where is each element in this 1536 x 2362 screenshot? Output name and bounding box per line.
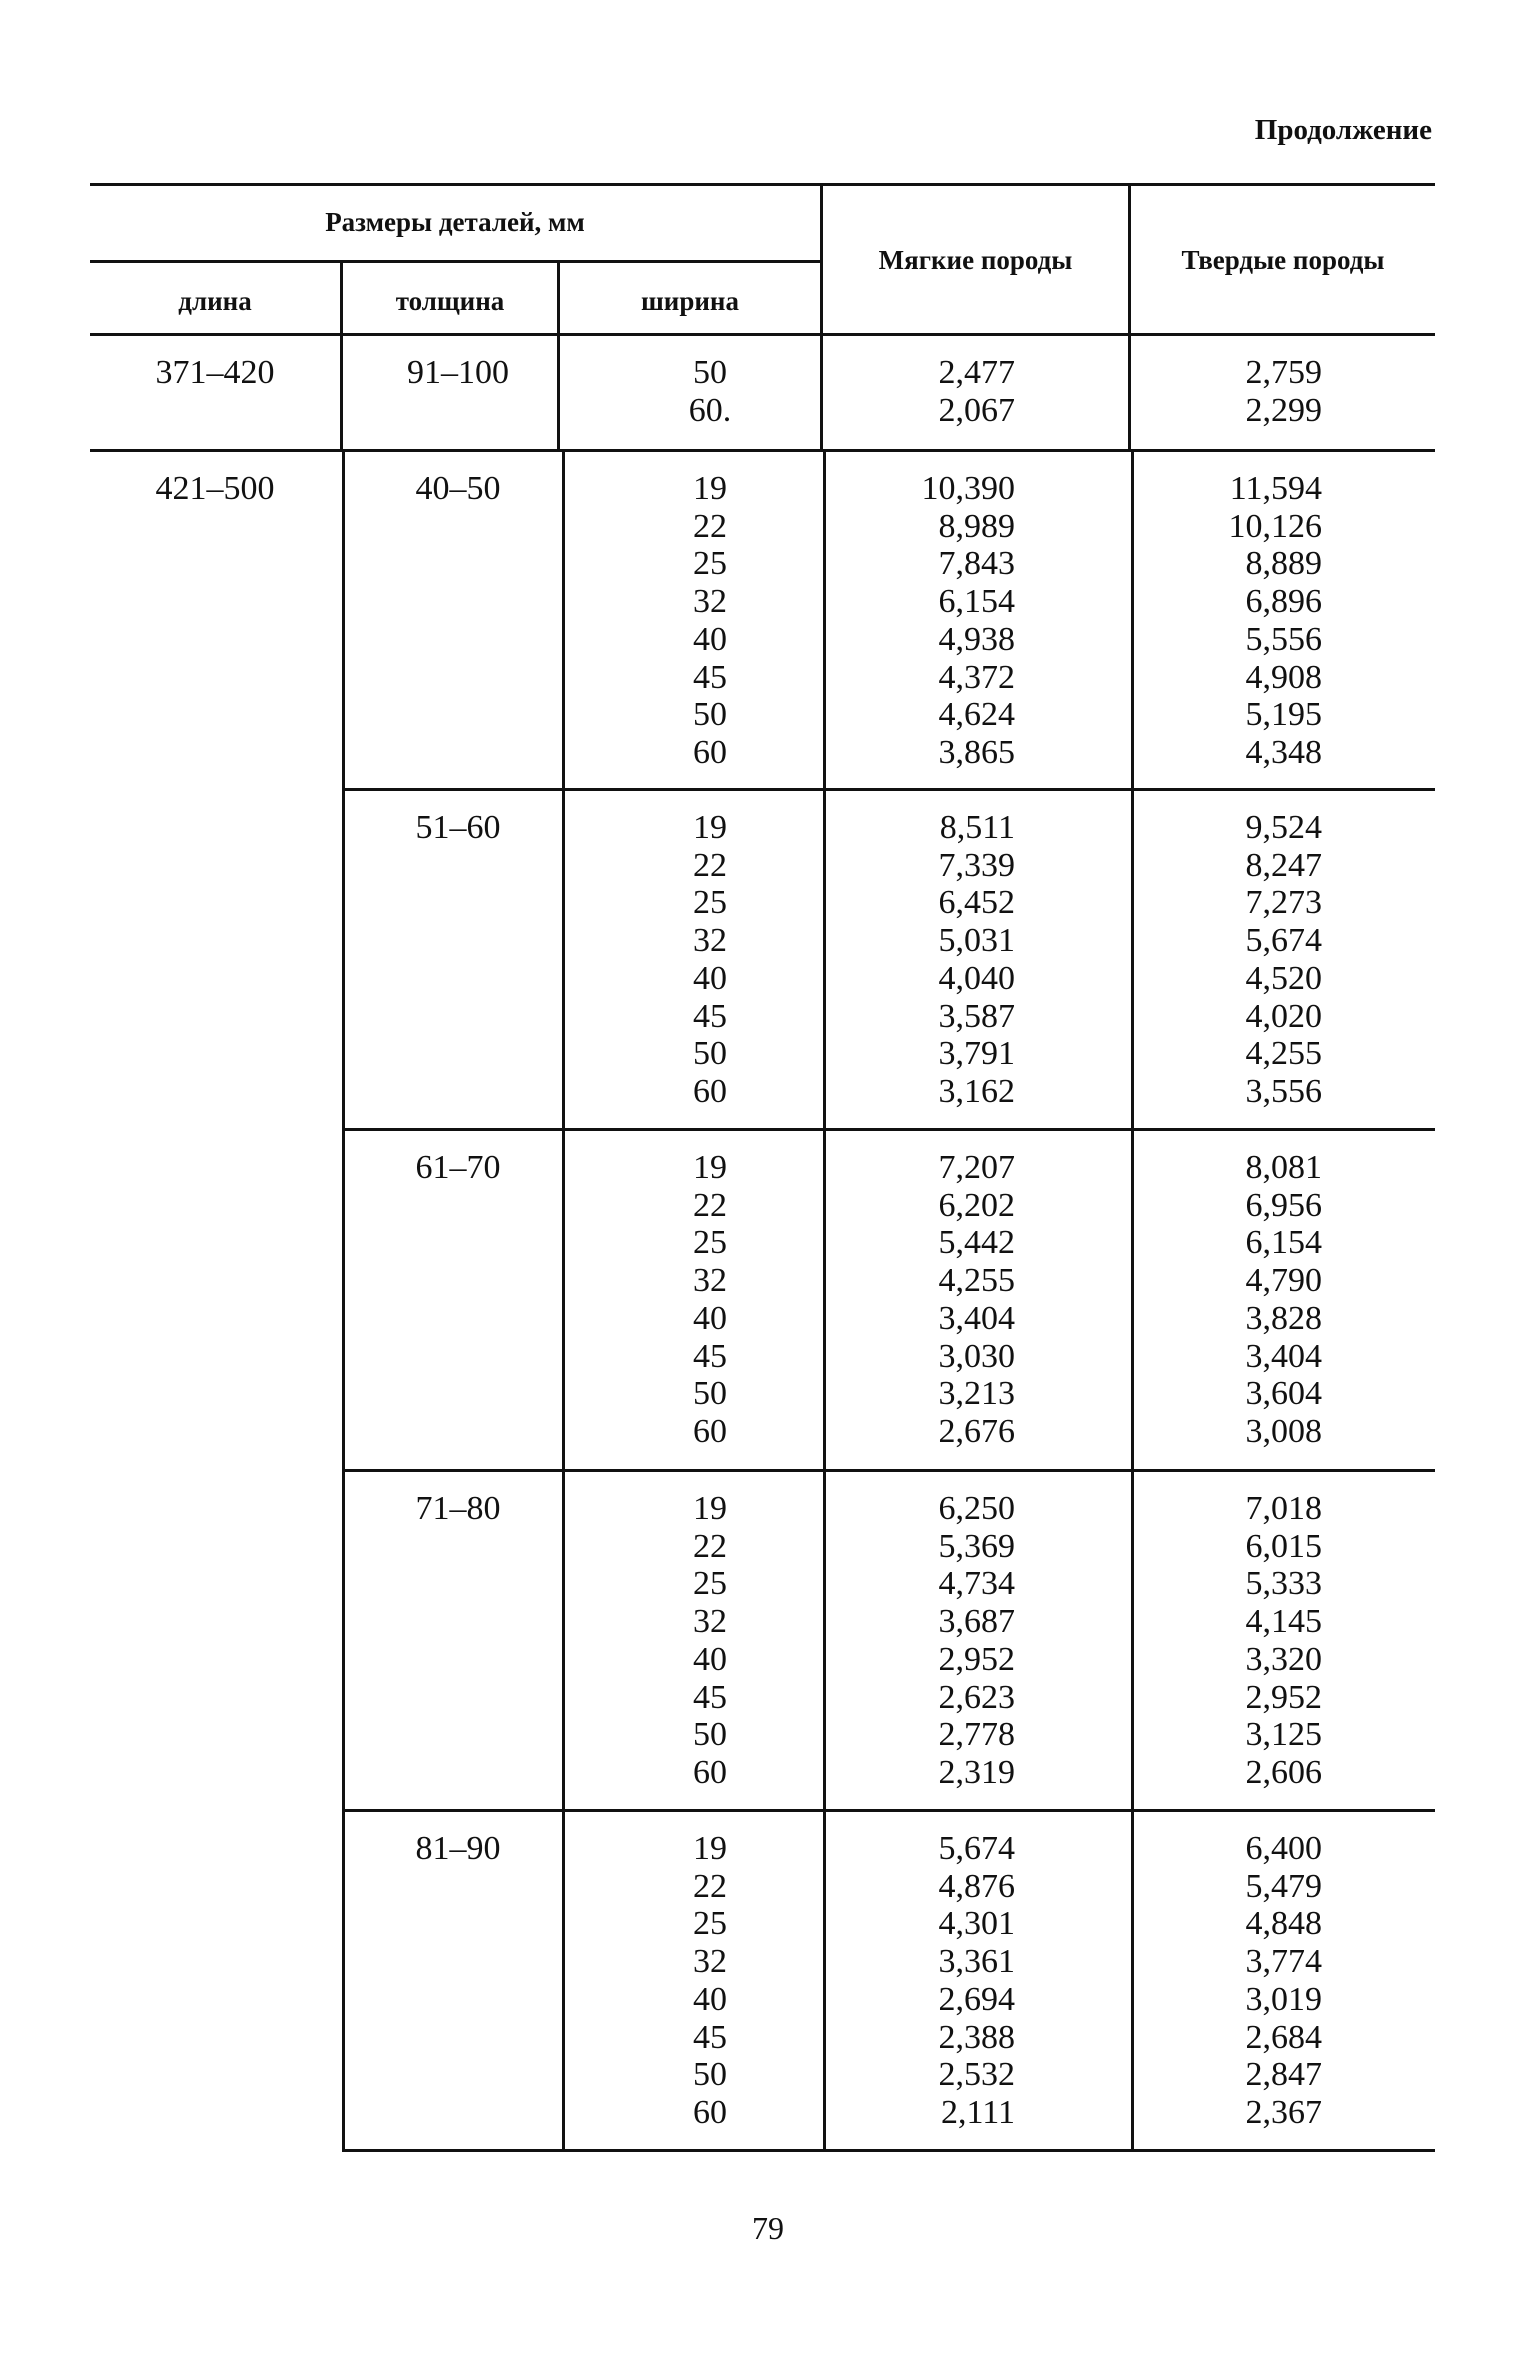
- hard-value: 5,674: [1245, 922, 1322, 960]
- soft-value: 3,213: [938, 1375, 1015, 1413]
- group-rule: [342, 788, 1435, 791]
- hard-value: 2,367: [1245, 2093, 1322, 2131]
- width-value: 50: [693, 2056, 727, 2094]
- soft-value: 4,372: [938, 658, 1015, 696]
- width-value: 19: [693, 809, 727, 846]
- soft-value: 2,952: [938, 1640, 1015, 1678]
- soft-list: [895, 470, 1015, 772]
- width-value: 50: [693, 1716, 727, 1754]
- hard-value: 2,299: [1245, 391, 1322, 429]
- soft-value: 8,511: [939, 809, 1015, 846]
- soft-value: 2,319: [938, 1753, 1015, 1791]
- width-list: [665, 1149, 755, 1451]
- continuation-label: Продолжение: [1254, 114, 1432, 146]
- soft-list: [895, 809, 1015, 1111]
- soft-value: 10,390: [921, 470, 1015, 507]
- hard-list: [1202, 809, 1322, 1111]
- thickness-value: 40–50: [415, 470, 501, 507]
- width-value: 25: [693, 1224, 727, 1262]
- hard-value: 3,556: [1245, 1072, 1322, 1110]
- soft-value: 7,339: [938, 846, 1015, 884]
- hard-value: 4,520: [1245, 959, 1322, 997]
- width-value: 25: [693, 884, 727, 922]
- header-bottom-rule: [90, 333, 1435, 336]
- hard-value: 11,594: [1229, 470, 1322, 507]
- width-value: 50: [693, 696, 727, 734]
- col-header-soft: Мягкие породы: [878, 245, 1073, 275]
- soft-value: 5,369: [938, 1527, 1015, 1565]
- soft-value: 4,040: [938, 959, 1015, 997]
- hard-value: 4,348: [1245, 733, 1322, 771]
- width-value: 45: [693, 1678, 727, 1716]
- hard-value: 8,081: [1245, 1149, 1322, 1186]
- width-value: 22: [693, 1867, 727, 1905]
- width-value: 60: [693, 1072, 727, 1110]
- soft-value: 3,404: [938, 1299, 1015, 1337]
- hard-value: 2,759: [1245, 354, 1322, 391]
- soft-value: 5,674: [938, 1830, 1015, 1867]
- soft-value: 3,865: [938, 733, 1015, 771]
- thickness-value: 81–90: [415, 1830, 501, 1867]
- width-value: 32: [693, 1943, 727, 1981]
- width-value: 45: [693, 2018, 727, 2056]
- width-value: 22: [693, 507, 727, 545]
- width-value: 60: [693, 733, 727, 771]
- col-header-width: ширина: [641, 286, 739, 316]
- width-value: 25: [693, 1905, 727, 1943]
- hard-value: 4,020: [1245, 997, 1322, 1035]
- soft-value: 2,477: [938, 354, 1015, 391]
- width-value: 19: [693, 470, 727, 507]
- width-value: 22: [693, 1186, 727, 1224]
- width-list: [665, 470, 755, 772]
- thickness-value: 71–80: [415, 1490, 501, 1527]
- group-header-rule: [90, 260, 820, 263]
- soft-value: 7,843: [938, 545, 1015, 583]
- width-list: [665, 809, 755, 1111]
- width-list: [665, 354, 755, 429]
- soft-value: 4,734: [938, 1565, 1015, 1603]
- soft-list: [895, 1490, 1015, 1792]
- page-number: 79: [752, 2210, 784, 2246]
- width-value: 60: [693, 2093, 727, 2131]
- hard-list: [1202, 1490, 1322, 1792]
- soft-value: 4,301: [938, 1905, 1015, 1943]
- hard-value: 6,956: [1245, 1186, 1322, 1224]
- width-value: 50: [693, 1035, 727, 1073]
- group-rule: [342, 1809, 1435, 1812]
- soft-value: 2,676: [938, 1412, 1015, 1450]
- soft-value: 2,111: [941, 2093, 1015, 2131]
- col-header-length: длина: [178, 286, 252, 316]
- hard-value: 4,908: [1245, 658, 1322, 696]
- hard-value: 3,320: [1245, 1640, 1322, 1678]
- body-divider: [342, 449, 345, 2149]
- hard-value: 8,889: [1245, 545, 1322, 583]
- soft-value: 2,067: [938, 391, 1015, 429]
- soft-list: [895, 1830, 1015, 2132]
- body-divider: [340, 333, 343, 449]
- soft-value: 6,250: [938, 1490, 1015, 1527]
- table-top-rule: [90, 183, 1435, 186]
- body-divider: [1131, 449, 1134, 2149]
- hard-value: 4,848: [1245, 1905, 1322, 1943]
- width-value: 40: [693, 1299, 727, 1337]
- hard-value: 9,524: [1245, 809, 1322, 846]
- width-value: 32: [693, 1262, 727, 1300]
- width-value: 22: [693, 846, 727, 884]
- thickness-value: 61–70: [415, 1149, 501, 1186]
- width-value: 25: [693, 545, 727, 583]
- hard-value: 6,015: [1245, 1527, 1322, 1565]
- hard-list: [1202, 354, 1322, 429]
- hard-list: [1202, 1149, 1322, 1451]
- soft-value: 7,207: [938, 1149, 1015, 1186]
- hard-list: [1202, 1830, 1322, 2132]
- width-value: 50: [693, 354, 727, 391]
- hard-value: 5,556: [1245, 620, 1322, 658]
- soft-value: 3,587: [938, 997, 1015, 1035]
- hard-value: 10,126: [1228, 507, 1322, 545]
- soft-list: [895, 1149, 1015, 1451]
- width-value: 60: [693, 1412, 727, 1450]
- soft-value: 2,388: [938, 2018, 1015, 2056]
- hard-value: 5,333: [1245, 1565, 1322, 1603]
- soft-value: 5,031: [938, 922, 1015, 960]
- hard-value: 4,255: [1245, 1035, 1322, 1073]
- soft-value: 3,361: [938, 1943, 1015, 1981]
- body-divider: [823, 449, 826, 2149]
- length-value: 421–500: [155, 470, 275, 507]
- hard-value: 7,018: [1245, 1490, 1322, 1527]
- group-title: Размеры деталей, мм: [325, 207, 585, 237]
- width-value: 19: [693, 1830, 727, 1867]
- soft-value: 4,255: [938, 1262, 1015, 1300]
- hard-value: 3,019: [1245, 1980, 1322, 2018]
- width-value: 32: [693, 583, 727, 621]
- soft-list: [895, 354, 1015, 429]
- soft-value: 3,162: [938, 1072, 1015, 1110]
- soft-value: 2,532: [938, 2056, 1015, 2094]
- soft-value: 4,624: [938, 696, 1015, 734]
- hard-value: 3,125: [1245, 1716, 1322, 1754]
- length-value: 371–420: [155, 354, 275, 391]
- group-rule: [342, 1469, 1435, 1472]
- body-divider: [562, 449, 565, 2149]
- width-list: [665, 1830, 755, 2132]
- thickness-value: 51–60: [415, 809, 501, 846]
- group-rule: [342, 1128, 1435, 1131]
- soft-value: 3,030: [938, 1337, 1015, 1375]
- table-bottom-rule: [342, 2149, 1435, 2152]
- width-list: [665, 1490, 755, 1792]
- soft-value: 6,452: [938, 884, 1015, 922]
- width-value: 45: [693, 997, 727, 1035]
- width-value: 45: [693, 1337, 727, 1375]
- hard-value: 8,247: [1245, 846, 1322, 884]
- hard-value: 6,896: [1245, 583, 1322, 621]
- hard-value: 2,606: [1245, 1753, 1322, 1791]
- col-header-thickness: толщина: [395, 286, 505, 316]
- hard-value: 3,774: [1245, 1943, 1322, 1981]
- hard-value: 6,400: [1245, 1830, 1322, 1867]
- hard-list: [1202, 470, 1322, 772]
- hard-value: 2,684: [1245, 2018, 1322, 2056]
- soft-value: 2,694: [938, 1980, 1015, 2018]
- col-header-hard: Твердые породы: [1181, 245, 1385, 275]
- width-value: 40: [693, 1640, 727, 1678]
- hard-value: 3,604: [1245, 1375, 1322, 1413]
- row-rule: [90, 449, 1435, 452]
- soft-value: 4,876: [938, 1867, 1015, 1905]
- width-value: 25: [693, 1565, 727, 1603]
- hard-value: 5,195: [1245, 696, 1322, 734]
- hard-value: 7,273: [1245, 884, 1322, 922]
- soft-value: 6,202: [938, 1186, 1015, 1224]
- width-value: 19: [693, 1490, 727, 1527]
- hard-value: 3,008: [1245, 1412, 1322, 1450]
- soft-value: 2,778: [938, 1716, 1015, 1754]
- width-value: 60.: [688, 391, 732, 429]
- width-value: 32: [693, 922, 727, 960]
- thickness-value: 91–100: [407, 354, 509, 391]
- width-value: 50: [693, 1375, 727, 1413]
- width-value: 22: [693, 1527, 727, 1565]
- hard-value: 2,952: [1245, 1678, 1322, 1716]
- width-value: 40: [693, 959, 727, 997]
- soft-value: 2,623: [938, 1678, 1015, 1716]
- hard-value: 3,828: [1245, 1299, 1322, 1337]
- width-value: 40: [693, 620, 727, 658]
- hard-value: 2,847: [1245, 2056, 1322, 2094]
- body-divider: [820, 333, 823, 449]
- width-value: 32: [693, 1603, 727, 1641]
- soft-value: 8,989: [938, 507, 1015, 545]
- soft-value: 5,442: [938, 1224, 1015, 1262]
- width-value: 60: [693, 1753, 727, 1791]
- hard-value: 4,145: [1245, 1603, 1322, 1641]
- width-value: 45: [693, 658, 727, 696]
- width-value: 40: [693, 1980, 727, 2018]
- width-value: 19: [693, 1149, 727, 1186]
- dimensions-table: [90, 183, 1435, 2153]
- hard-value: 3,404: [1245, 1337, 1322, 1375]
- hard-value: 5,479: [1245, 1867, 1322, 1905]
- hard-value: 6,154: [1245, 1224, 1322, 1262]
- soft-value: 6,154: [938, 583, 1015, 621]
- body-divider: [1128, 333, 1131, 449]
- hard-value: 4,790: [1245, 1262, 1322, 1300]
- soft-value: 3,791: [938, 1035, 1015, 1073]
- soft-value: 3,687: [938, 1603, 1015, 1641]
- soft-value: 4,938: [938, 620, 1015, 658]
